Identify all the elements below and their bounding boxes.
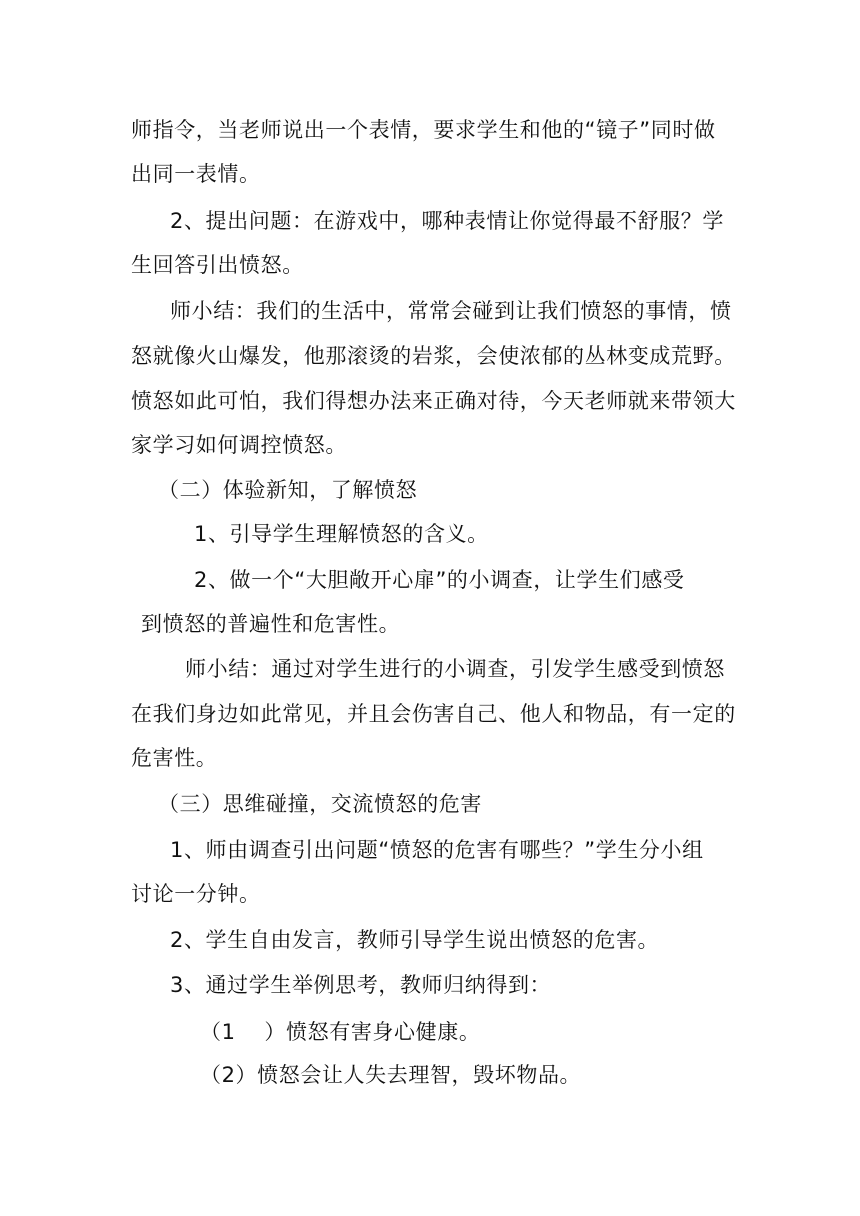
list-item: （1 ）愤怒有害身心健康。 (200, 1020, 481, 1044)
paragraph-line: 2、学生自由发言，教师引导学生说出愤怒的危害。 (170, 928, 660, 952)
paragraph-line: 2、提出问题：在游戏中，哪种表情让你觉得最不舒服？学 (170, 209, 724, 233)
paragraph-line: 师小结：我们的生活中，常常会碰到让我们愤怒的事情，愤 (170, 299, 732, 323)
paragraph-line: 师指令，当老师说出一个表情，要求学生和他的“镜子”同时做 (131, 118, 716, 142)
paragraph-line: 生回答引出愤怒。 (131, 253, 304, 277)
section-heading: （三）思维碰撞，交流愤怒的危害 (158, 792, 482, 816)
paragraph-line: 在我们身边如此常见，并且会伤害自己、他人和物品，有一定的 (131, 702, 736, 726)
paragraph-line: 讨论一分钟。 (131, 882, 261, 906)
paragraph-line: 到愤怒的普遍性和危害性。 (141, 612, 401, 636)
paragraph-line: 2、做一个“大胆敞开心扉”的小调查，让学生们感受 (194, 568, 685, 592)
paragraph-line: 3、通过学生举例思考，教师归纳得到： (170, 973, 552, 997)
paragraph-line: 愤怒如此可怕，我们得想办法来正确对待，今天老师就来带领大 (131, 389, 736, 413)
list-item: （2）愤怒会让人失去理智，毁坏物品。 (200, 1063, 582, 1087)
section-heading: （二）体验新知，了解愤怒 (158, 478, 418, 502)
paragraph-line: 1、师由调查引出问题“愤怒的危害有哪些？”学生分小组 (170, 838, 704, 862)
paragraph-line: 1、引导学生理解愤怒的含义。 (194, 522, 489, 546)
paragraph-line: 出同一表情。 (131, 162, 261, 186)
paragraph-line: 怒就像火山爆发，他那滚烫的岩浆，会使浓郁的丛林变成荒野。 (131, 344, 736, 368)
paragraph-line: 家学习如何调控愤怒。 (131, 433, 347, 457)
paragraph-line: 师小结：通过对学生进行的小调查，引发学生感受到愤怒 (185, 657, 725, 681)
paragraph-line: 危害性。 (131, 746, 218, 770)
